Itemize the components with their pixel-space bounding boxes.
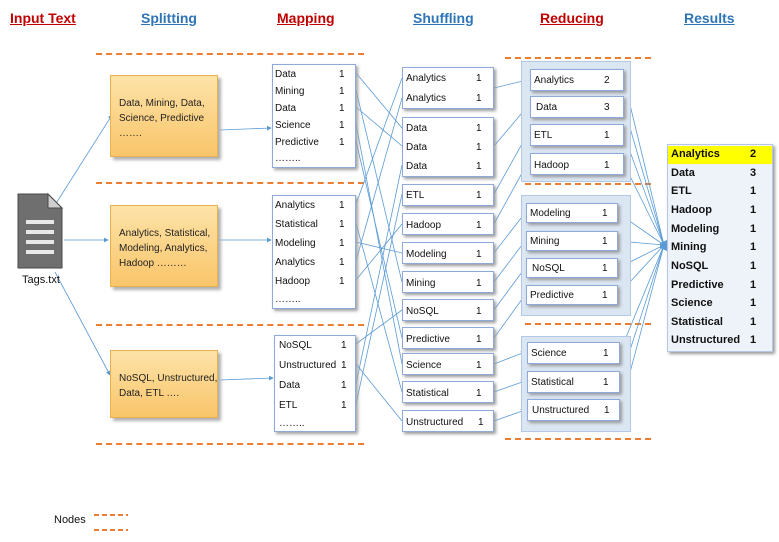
split-box-3 bbox=[110, 350, 218, 418]
split-line: Hadoop ……… bbox=[119, 258, 187, 269]
map-box-1 bbox=[272, 64, 356, 168]
map-box-2 bbox=[272, 195, 356, 309]
split-line: NoSQL, Unstructured, bbox=[119, 373, 218, 384]
reduce-key: Predictive bbox=[530, 290, 574, 301]
map-value: 1 bbox=[339, 219, 345, 230]
result-row bbox=[668, 165, 772, 183]
arrow-map-to-shuffle bbox=[356, 98, 402, 261]
reduce-value: 1 bbox=[602, 290, 608, 301]
shuffle-group-predictive bbox=[402, 327, 494, 349]
result-key: Unstructured bbox=[671, 334, 741, 346]
reduce-item bbox=[530, 124, 624, 146]
map-key: NoSQL bbox=[279, 340, 312, 351]
result-row bbox=[668, 221, 772, 239]
result-key: ETL bbox=[671, 185, 692, 197]
shuffle-key: Data bbox=[406, 123, 428, 134]
shuffle-key: Data bbox=[406, 161, 428, 172]
reduce-key: NoSQL bbox=[532, 263, 565, 274]
result-key: Data bbox=[671, 167, 695, 179]
map-key: Data bbox=[279, 380, 301, 391]
map-key: …….. bbox=[279, 418, 305, 429]
result-value: 2 bbox=[750, 148, 757, 160]
reduce-item bbox=[526, 231, 618, 251]
map-key: Mining bbox=[275, 86, 305, 97]
result-row bbox=[668, 314, 772, 332]
reduce-item bbox=[527, 399, 620, 421]
result-value: 1 bbox=[750, 204, 757, 216]
shuffle-group-statistical bbox=[402, 381, 494, 403]
result-row bbox=[668, 332, 772, 350]
map-value: 1 bbox=[339, 238, 345, 249]
shuffle-key: Predictive bbox=[406, 334, 450, 345]
reduce-value: 2 bbox=[604, 75, 610, 86]
input-file-name: Tags.txt bbox=[22, 274, 60, 286]
map-value: 1 bbox=[339, 69, 345, 80]
result-row bbox=[668, 258, 772, 276]
reduce-key: Modeling bbox=[530, 208, 571, 219]
shuffle-group-hadoop bbox=[402, 213, 494, 235]
shuffle-key: Unstructured bbox=[406, 417, 464, 428]
result-row bbox=[668, 146, 772, 164]
map-key: Data bbox=[275, 103, 297, 114]
shuffle-key: Modeling bbox=[406, 249, 447, 260]
map-value: 1 bbox=[339, 276, 345, 287]
map-key: Analytics bbox=[275, 200, 316, 211]
arrow-input-to-split-3 bbox=[55, 272, 110, 375]
shuffle-key: Mining bbox=[406, 278, 436, 289]
shuffle-key: Analytics bbox=[406, 73, 447, 84]
map-key: Analytics bbox=[275, 257, 316, 268]
map-key: …….. bbox=[275, 153, 301, 164]
shuffle-group-data bbox=[402, 117, 494, 177]
result-value: 1 bbox=[750, 260, 757, 272]
result-row bbox=[668, 295, 772, 313]
shuffle-key: Hadoop bbox=[406, 220, 442, 231]
reduce-value: 3 bbox=[604, 102, 610, 113]
shuffle-value: 1 bbox=[476, 73, 482, 84]
map-value: 1 bbox=[339, 103, 345, 114]
result-value: 1 bbox=[750, 297, 757, 309]
shuffle-group-modeling bbox=[402, 242, 494, 264]
shuffle-key: Data bbox=[406, 142, 428, 153]
result-value: 1 bbox=[750, 223, 757, 235]
header-mapping: Mapping bbox=[277, 10, 335, 26]
shuffle-key: Statistical bbox=[406, 388, 449, 399]
arrow-split-to-map-1 bbox=[220, 128, 271, 130]
map-value: 1 bbox=[339, 86, 345, 97]
shuffle-key: Analytics bbox=[406, 93, 447, 104]
map-value: 1 bbox=[339, 257, 345, 268]
split-line: Science, Predictive bbox=[119, 113, 205, 124]
map-box-3 bbox=[274, 335, 356, 432]
shuffle-value: 1 bbox=[476, 190, 482, 201]
reduce-value: 1 bbox=[602, 263, 608, 274]
header-splitting: Splitting bbox=[141, 10, 197, 26]
reduce-key: Science bbox=[531, 348, 567, 359]
reduce-item bbox=[530, 69, 624, 91]
split-line: Data, ETL …. bbox=[119, 388, 180, 399]
shuffle-key: Science bbox=[406, 360, 442, 371]
map-key: ETL bbox=[279, 400, 298, 411]
shuffle-group-mining bbox=[402, 271, 494, 293]
shuffle-group-analytics bbox=[402, 67, 494, 109]
document-icon bbox=[16, 192, 64, 270]
shuffle-value: 1 bbox=[476, 278, 482, 289]
shuffle-value: 1 bbox=[476, 123, 482, 134]
reduce-key: ETL bbox=[534, 130, 553, 141]
results-table bbox=[667, 144, 773, 352]
reduce-item bbox=[526, 203, 618, 223]
result-key: Hadoop bbox=[671, 204, 712, 216]
map-key: Hadoop bbox=[275, 276, 311, 287]
reduce-value: 1 bbox=[604, 130, 610, 141]
split-box-2 bbox=[110, 205, 218, 287]
shuffle-value: 1 bbox=[476, 161, 482, 172]
reduce-item bbox=[526, 285, 618, 305]
shuffle-key: NoSQL bbox=[406, 306, 439, 317]
reduce-item bbox=[527, 342, 620, 364]
reduce-item bbox=[530, 153, 624, 175]
reduce-key: Analytics bbox=[534, 75, 575, 86]
header-input-text: Input Text bbox=[10, 10, 76, 26]
header-shuffling: Shuffling bbox=[413, 10, 474, 26]
reduce-item bbox=[526, 258, 618, 278]
reduce-value: 1 bbox=[602, 208, 608, 219]
shuffle-value: 1 bbox=[476, 93, 482, 104]
reduce-item bbox=[527, 371, 620, 393]
header-reducing: Reducing bbox=[540, 10, 604, 26]
split-box-1 bbox=[110, 75, 218, 157]
map-value: 1 bbox=[339, 120, 345, 131]
map-key: Statistical bbox=[275, 219, 318, 230]
arrow-split-to-map-3 bbox=[220, 378, 273, 380]
map-value: 1 bbox=[341, 360, 347, 371]
shuffle-value: 1 bbox=[476, 360, 482, 371]
reduce-value: 1 bbox=[603, 348, 609, 359]
map-value: 1 bbox=[341, 380, 347, 391]
shuffle-value: 1 bbox=[476, 249, 482, 260]
map-value: 1 bbox=[339, 200, 345, 211]
result-key: Modeling bbox=[671, 223, 720, 235]
arrow-map-to-shuffle bbox=[356, 165, 402, 384]
shuffle-group-unstructured bbox=[402, 410, 494, 432]
shuffle-value: 1 bbox=[476, 142, 482, 153]
map-key: Science bbox=[275, 120, 311, 131]
shuffle-value: 1 bbox=[476, 388, 482, 399]
result-value: 3 bbox=[750, 167, 757, 179]
split-line: ……. bbox=[119, 128, 142, 139]
reduce-key: Statistical bbox=[531, 377, 574, 388]
result-key: Statistical bbox=[671, 316, 723, 328]
reduce-item bbox=[530, 96, 624, 118]
shuffle-group-science bbox=[402, 353, 494, 375]
map-value: 1 bbox=[339, 137, 345, 148]
map-value: 1 bbox=[341, 340, 347, 351]
reduce-value: 1 bbox=[603, 377, 609, 388]
shuffle-value: 1 bbox=[476, 334, 482, 345]
shuffle-key: ETL bbox=[406, 190, 425, 201]
result-value: 1 bbox=[750, 316, 757, 328]
map-key: Unstructured bbox=[279, 360, 337, 371]
split-line: Data, Mining, Data, bbox=[119, 98, 205, 109]
header-results: Results bbox=[684, 10, 735, 26]
reduce-key: Data bbox=[536, 102, 558, 113]
map-value: 1 bbox=[341, 400, 347, 411]
result-key: Science bbox=[671, 297, 713, 309]
reduce-value: 1 bbox=[602, 236, 608, 247]
shuffle-value: 1 bbox=[476, 220, 482, 231]
arrow-map-to-shuffle bbox=[356, 194, 402, 404]
result-value: 1 bbox=[750, 334, 757, 346]
shuffle-group-nosql bbox=[402, 299, 494, 321]
split-line: Modeling, Analytics, bbox=[119, 243, 208, 254]
result-key: Analytics bbox=[671, 148, 720, 160]
reduce-value: 1 bbox=[604, 160, 610, 171]
results-arrowhead bbox=[660, 240, 667, 251]
reduce-key: Mining bbox=[530, 236, 560, 247]
result-value: 1 bbox=[750, 279, 757, 291]
reduce-value: 1 bbox=[604, 405, 610, 416]
result-value: 1 bbox=[750, 241, 757, 253]
split-line: Analytics, Statistical, bbox=[119, 228, 211, 239]
shuffle-value: 1 bbox=[478, 417, 484, 428]
shuffle-value: 1 bbox=[476, 306, 482, 317]
reduce-key: Unstructured bbox=[532, 405, 590, 416]
map-key: Data bbox=[275, 69, 297, 80]
result-row bbox=[668, 277, 772, 295]
result-row bbox=[668, 183, 772, 201]
map-key: …….. bbox=[275, 294, 301, 305]
shuffle-group-etl bbox=[402, 184, 494, 206]
result-row bbox=[668, 202, 772, 220]
result-key: Mining bbox=[671, 241, 707, 253]
result-key: Predictive bbox=[671, 279, 724, 291]
result-key: NoSQL bbox=[671, 260, 709, 272]
result-value: 1 bbox=[750, 185, 757, 197]
map-key: Predictive bbox=[275, 137, 319, 148]
map-key: Modeling bbox=[275, 238, 316, 249]
result-row bbox=[668, 239, 772, 257]
legend-label: Nodes bbox=[54, 514, 86, 526]
reduce-key: Hadoop bbox=[534, 160, 570, 171]
